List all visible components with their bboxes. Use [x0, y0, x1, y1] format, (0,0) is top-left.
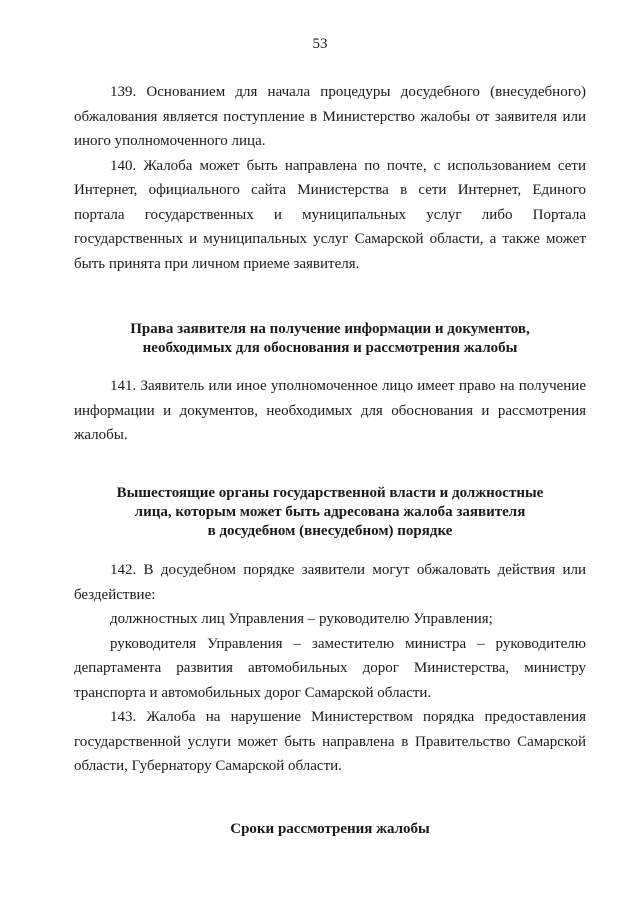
paragraph-140: 140. Жалоба может быть направлена по почте, с использованием сети Интернет, официального сайта Министерства в сети Интернет, Единого портала государственных и муниципальных услуг либо Портала государственных и муниципальных услуг Самарской области, а также может быть принята при личном приеме заявителя. [74, 157, 586, 272]
heading-line: Права заявителя на получение информации и документов, [130, 321, 530, 337]
paragraph-141: 141. Заявитель или иное уполномоченное лицо имеет право на получение информации и документов, необходимых для обоснования и рассмотрения жалобы. [74, 378, 586, 443]
heading-line: необходимых для обоснования и рассмотрения жалобы [142, 340, 518, 356]
page-number: 53 [312, 36, 328, 52]
paragraph-block-139-140 [74, 80, 586, 276]
section-heading-review-terms [74, 820, 586, 839]
heading-line: Вышестоящие органы государственной власти и должностные [116, 485, 544, 501]
paragraph-143: 143. Жалоба на нарушение Министерством порядка предоставления государственной услуги может быть направлена в Правительство Самарской области, Губернатору Самарской области. [74, 709, 586, 774]
paragraph-142-item-1: должностных лиц Управления – руководителю Управления; [110, 611, 493, 627]
section-heading-applicant-rights [74, 320, 586, 358]
paragraph-142-item-2: руководителя Управления – заместителю министра – руководителю департамента развития автомобильных дорог Министерства, министру транспорта и автомобильных дорог Самарской области. [74, 635, 586, 701]
paragraph-block-141 [74, 374, 586, 448]
paragraph-139: 139. Основанием для начала процедуры досудебного (внесудебного) обжалования является поступление в Министерство жалобы от заявителя или иного уполномоченного лица. [74, 84, 586, 149]
heading-line: Сроки рассмотрения жалобы [230, 821, 430, 837]
paragraph-block-142-143 [74, 558, 586, 779]
heading-line: лица, которым может быть адресована жалоба заявителя [134, 504, 526, 520]
section-heading-superior-authorities [74, 484, 586, 541]
paragraph-142: 142. В досудебном порядке заявители могут обжаловать действия или бездействие: [74, 562, 586, 603]
heading-line: в досудебном (внесудебном) порядке [207, 523, 453, 539]
